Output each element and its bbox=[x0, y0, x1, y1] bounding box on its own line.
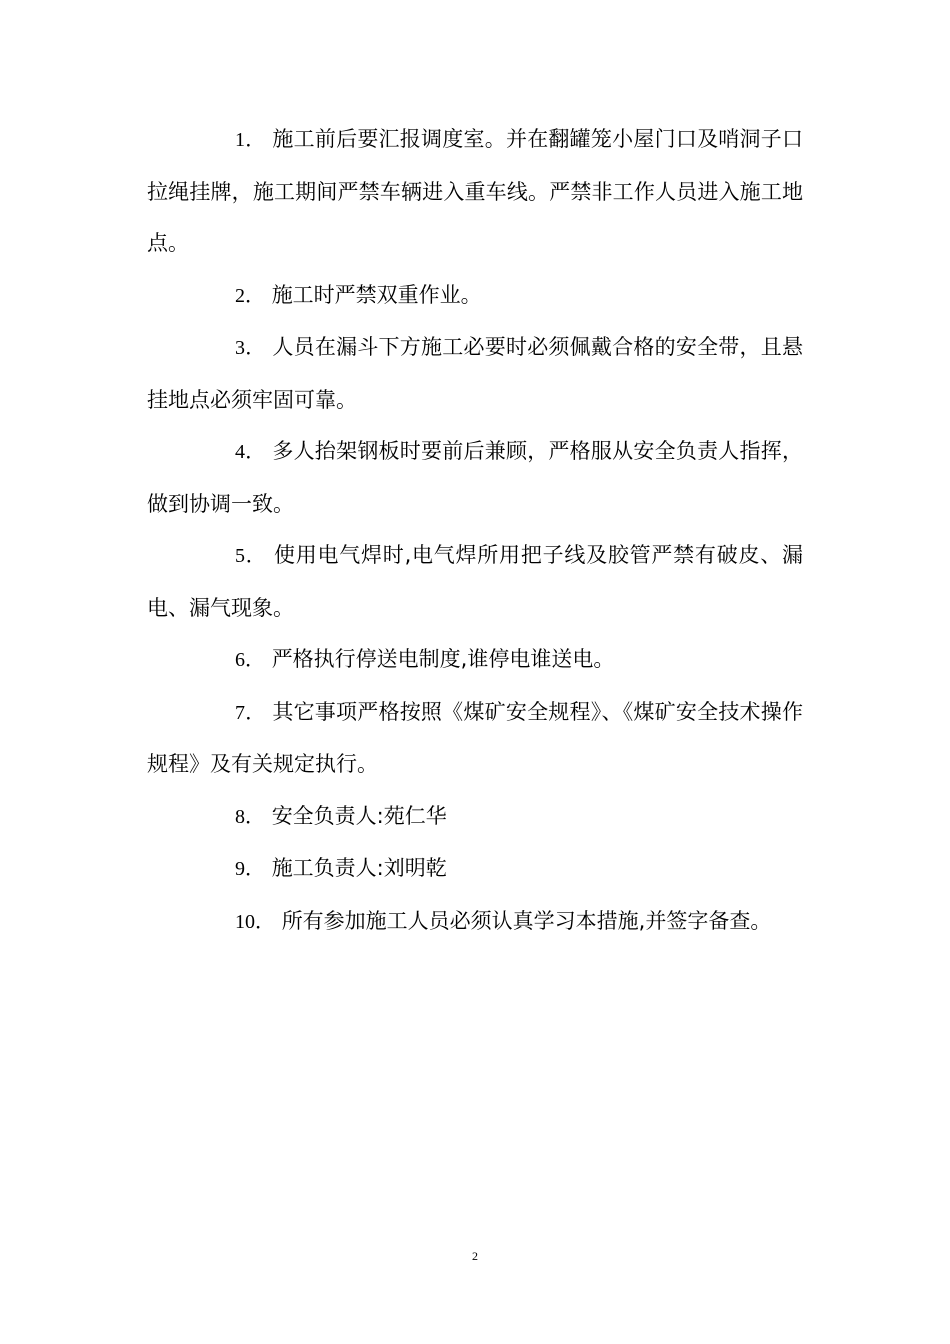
item-text: 所有参加施工人员必须认真学习本措施,并签字备查。 bbox=[281, 908, 772, 933]
list-item-7 bbox=[147, 687, 803, 791]
list-item-6 bbox=[147, 634, 803, 687]
list-item-3 bbox=[147, 322, 803, 426]
item-text: 使用电气焊时,电气焊所用把子线及胶管严禁有破皮、漏电、漏气现象。 bbox=[147, 543, 803, 620]
list-item-5 bbox=[147, 530, 803, 634]
page-number: 2 bbox=[472, 1249, 478, 1263]
item-number: 6． bbox=[235, 649, 265, 671]
item-number: 10． bbox=[235, 910, 275, 933]
item-text: 多人抬架钢板时要前后兼顾，严格服从安全负责人指挥，做到协调一致。 bbox=[147, 439, 803, 516]
item-text: 严格执行停送电制度,谁停电谁送电。 bbox=[271, 647, 615, 671]
item-number: 3． bbox=[235, 337, 266, 359]
list-item-10 bbox=[147, 896, 803, 949]
list-item-8 bbox=[147, 791, 803, 844]
list-item-9 bbox=[147, 843, 803, 896]
item-number: 2． bbox=[235, 284, 265, 307]
item-number: 8． bbox=[235, 805, 265, 828]
list-item-2 bbox=[147, 270, 803, 323]
item-text: 安全负责人:苑仁华 bbox=[271, 803, 447, 828]
measures-list bbox=[147, 114, 803, 948]
item-text: 其它事项严格按照《煤矿安全规程》、《煤矿安全技术操作规程》及有关规定执行。 bbox=[147, 699, 803, 776]
list-item-1 bbox=[147, 114, 803, 270]
item-text: 施工前后要汇报调度室。并在翻罐笼小屋门口及哨洞子口拉绳挂牌，施工期间严禁车辆进入重车线。严禁非工作人员进入施工地点。 bbox=[147, 127, 803, 255]
item-text: 施工时严禁双重作业。 bbox=[271, 282, 482, 307]
item-number: 7． bbox=[235, 701, 266, 724]
list-item-4 bbox=[147, 426, 803, 530]
item-number: 4． bbox=[235, 441, 266, 463]
item-number: 5． bbox=[235, 545, 267, 567]
item-text: 人员在漏斗下方施工必要时必须佩戴合格的安全带，且悬挂地点必须牢固可靠。 bbox=[147, 335, 803, 412]
item-number: 1． bbox=[235, 129, 266, 151]
item-text: 施工负责人:刘明乾 bbox=[271, 856, 447, 880]
item-number: 9． bbox=[235, 858, 265, 880]
